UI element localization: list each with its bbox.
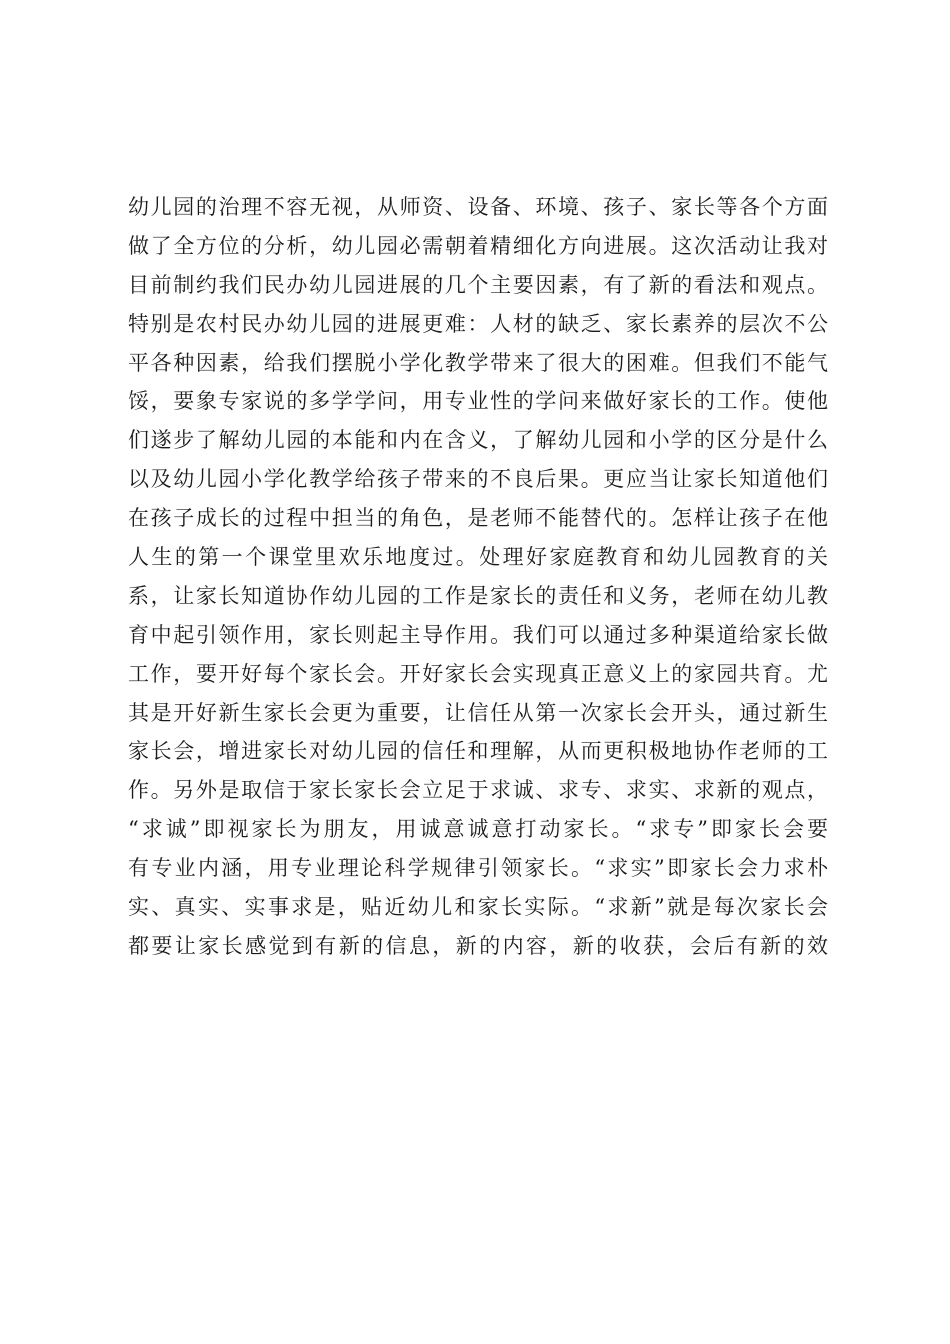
text-line: 做了全方位的分析，幼儿园必需朝着精细化方向进展。这次活动让我对 [128, 233, 828, 258]
text-line: 家长会，增进家长对幼儿园的信任和理解，从而更积极地协作老师的工 [128, 739, 828, 764]
text-line: 工作，要开好每个家长会。开好家长会实现真正意义上的家园共育。尤 [128, 661, 828, 686]
text-line: 以及幼儿园小学化教学给孩子带来的不良后果。更应当让家长知道他们 [128, 467, 828, 492]
text-line: 在孩子成长的过程中担当的角色，是老师不能替代的。怎样让孩子在他 [128, 506, 828, 531]
text-line: 其是开好新生家长会更为重要，让信任从第一次家长会开头，通过新生 [128, 700, 828, 725]
text-line: 特别是农村民办幼儿园的进展更难：人材的缺乏、家长素养的层次不公 [128, 311, 828, 336]
text-line: 都要让家长感觉到有新的信息，新的内容，新的收获，会后有新的效 [128, 933, 828, 958]
body-text [128, 188, 828, 966]
text-line: 幼儿园的治理不容无视，从师资、设备、环境、孩子、家长等各个方面 [128, 195, 828, 219]
text-line: 人生的第一个课堂里欢乐地度过。处理好家庭教育和幼儿园教育的关 [128, 545, 828, 570]
text-line: 目前制约我们民办幼儿园进展的几个主要因素，有了新的看法和观点。 [128, 272, 828, 297]
text-line: 作。另外是取信于家长家长会立足于求诚、求专、求实、求新的观点， [128, 778, 828, 803]
text-line: 平各种因素，给我们摆脱小学化教学带来了很大的困难。但我们不能气 [128, 350, 828, 375]
text-line: 系，让家长知道协作幼儿园的工作是家长的责任和义务，老师在幼儿教 [128, 583, 828, 608]
text-line: 育中起引领作用，家长则起主导作用。我们可以通过多种渠道给家长做 [128, 622, 828, 647]
text-line: 有专业内涵，用专业理论科学规律引领家长。“求实”即家长会力求朴 [128, 856, 828, 881]
text-line: 们遂步了解幼儿园的本能和内在含义，了解幼儿园和小学的区分是什么 [128, 428, 828, 453]
text-line: 馁，要象专家说的多学学问，用专业性的学问来做好家长的工作。使他 [128, 389, 828, 414]
text-line: 实、真实、实事求是，贴近幼儿和家长实际。“求新”就是每次家长会 [128, 895, 828, 920]
text-line: “求诚”即视家长为朋友，用诚意诚意打动家长。“求专”即家长会要 [128, 817, 828, 842]
